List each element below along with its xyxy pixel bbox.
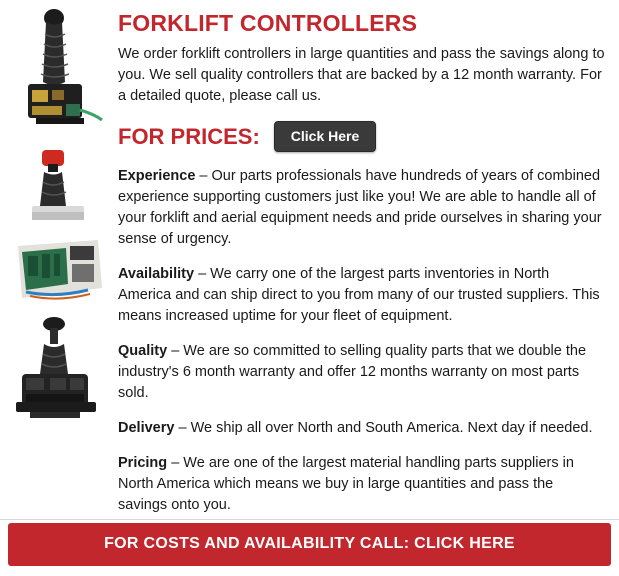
feature-experience	[118, 166, 605, 250]
feature-quality-text: We are so committed to selling quality parts that we double the industry's 6 month warranty and offer 12 months warranty on most parts sold.	[118, 343, 587, 401]
feature-availability	[118, 264, 605, 327]
feature-pricing-text: We are one of the largest material handling parts suppliers in North America which means we buy in large quantities and pass the savings onto you.	[118, 455, 574, 513]
feature-availability-text: We carry one of the largest parts inventories in North America and can ship direct to you from many of our trusted suppliers. This means increased uptime for your fleet of equipment.	[118, 266, 600, 324]
controller-circuit-board-photo[interactable]	[6, 234, 114, 306]
for-prices-row	[118, 121, 605, 152]
joystick-controller-black-photo[interactable]	[6, 6, 114, 136]
joystick-controller-red-top-photo[interactable]	[6, 146, 114, 224]
feature-availability-heading: Availability	[118, 266, 195, 282]
main-content	[118, 6, 619, 530]
for-prices-label: FOR PRICES:	[118, 123, 260, 149]
intro-paragraph: We order forklift controllers in large quantities and pass the savings along to you. We sell quality controllers that are backed by a 12 month warranty. For a detailed quote, please call us.	[118, 46, 605, 104]
call-to-action-bar[interactable]: FOR COSTS AND AVAILABILITY CALL: CLICK HERE	[8, 523, 611, 566]
feature-pricing	[118, 453, 605, 516]
feature-experience-dash: –	[199, 168, 208, 184]
feature-experience-heading: Experience	[118, 168, 196, 184]
feature-quality	[118, 341, 605, 404]
feature-availability-dash: –	[198, 266, 207, 282]
feature-quality-heading: Quality	[118, 343, 168, 359]
feature-quality-dash: –	[171, 343, 180, 359]
feature-delivery-dash: –	[178, 420, 187, 436]
footer-divider	[0, 519, 619, 520]
product-image-gallery	[0, 6, 118, 530]
feature-delivery	[118, 418, 605, 439]
feature-delivery-text: We ship all over North and South America. Next day if needed.	[190, 420, 593, 436]
feature-pricing-dash: –	[171, 455, 180, 471]
feature-pricing-heading: Pricing	[118, 455, 168, 471]
click-here-button[interactable]: Click Here	[274, 121, 376, 152]
feature-delivery-heading: Delivery	[118, 420, 175, 436]
multi-function-joystick-photo[interactable]	[6, 316, 114, 426]
page-title: FORKLIFT CONTROLLERS	[118, 10, 418, 36]
feature-experience-text: Our parts professionals have hundreds of years of combined experience supporting customers just like you! We are able to handle all of your forklift and aerial equipment needs and pride ourselves in sharing your sense of urgency.	[118, 168, 602, 247]
